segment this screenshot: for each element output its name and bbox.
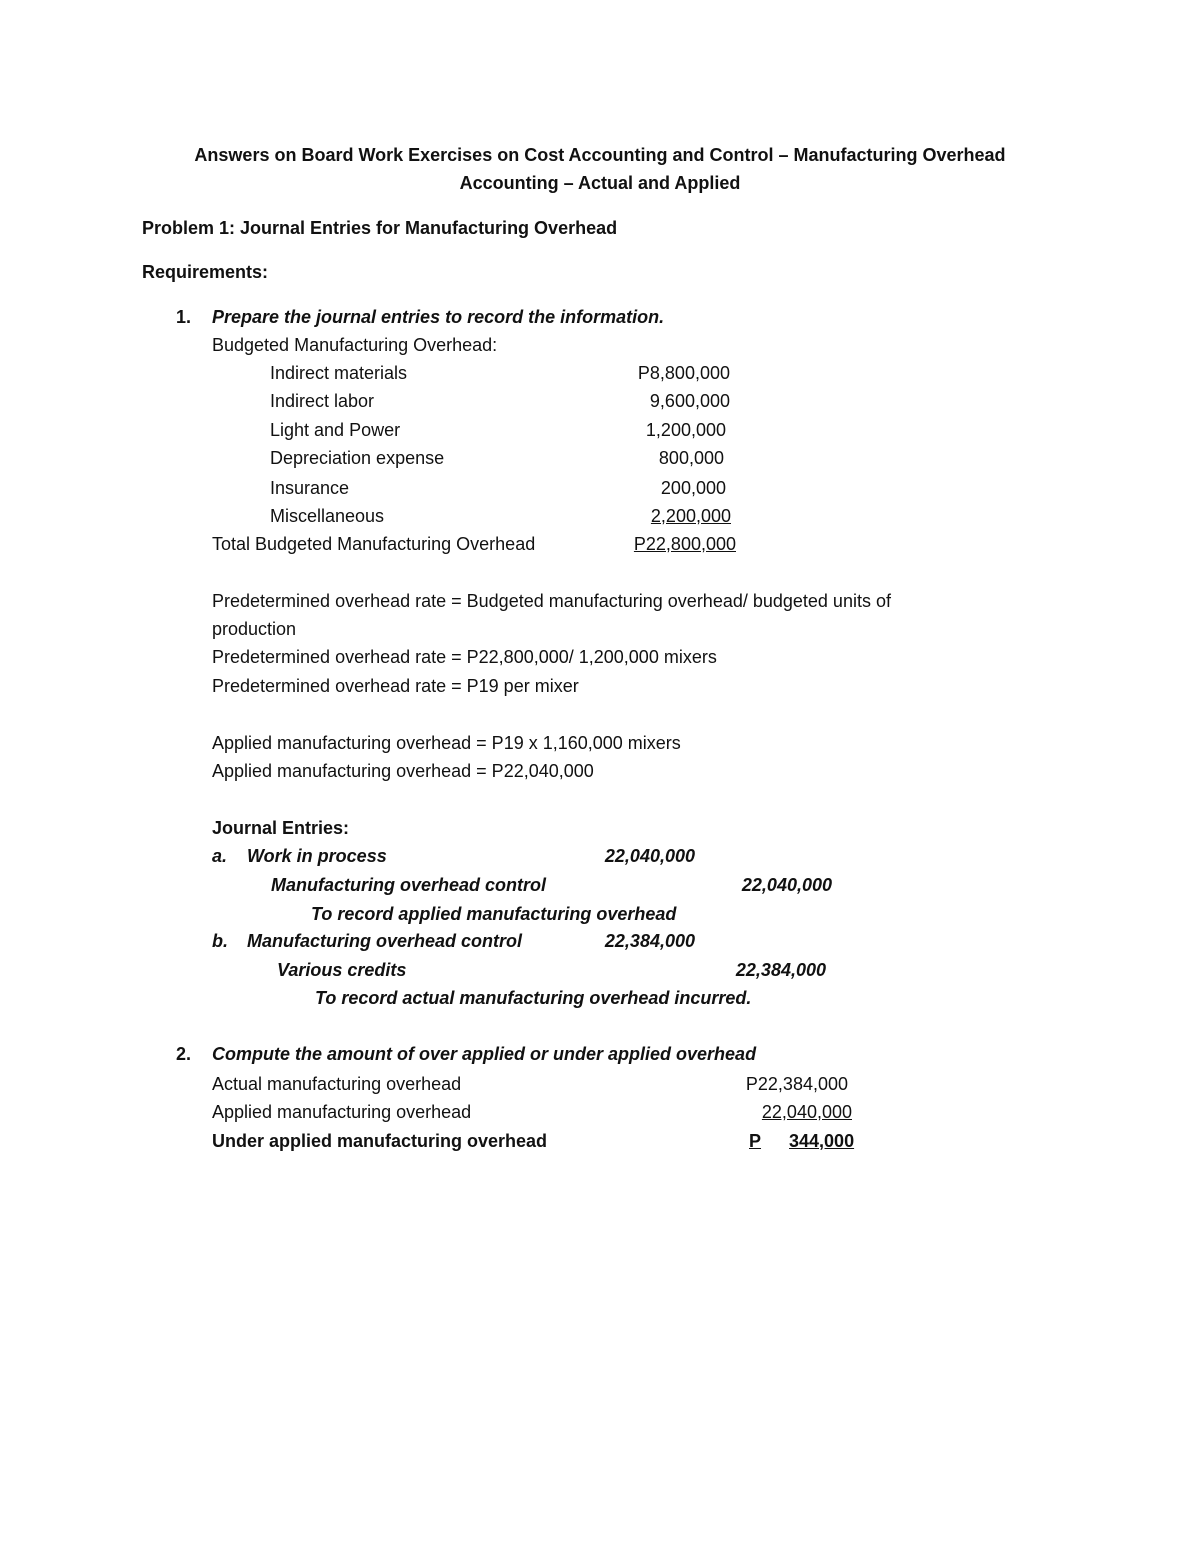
entry-a-credit-amount: 22,040,000 bbox=[741, 875, 832, 895]
applied-label: Applied manufacturing overhead bbox=[212, 1102, 472, 1122]
budget-item-amount: 800,000 bbox=[658, 448, 724, 468]
under-applied-label: Under applied manufacturing overhead bbox=[212, 1131, 548, 1151]
title-line-1: Answers on Board Work Exercises on Cost Accounting and Control – Manufacturing Overhead bbox=[194, 145, 1006, 165]
req1-text: Prepare the journal entries to record the information. bbox=[212, 307, 665, 327]
entry-b-letter: b. bbox=[212, 931, 228, 951]
title-line-2: Accounting – Actual and Applied bbox=[459, 173, 741, 193]
rate-line: production bbox=[212, 619, 297, 639]
rate-line: Predetermined overhead rate = P22,800,000/ 1,200,000 mixers bbox=[212, 647, 717, 667]
budget-item-label: Insurance bbox=[270, 478, 350, 498]
entry-b-memo: To record actual manufacturing overhead incurred. bbox=[315, 988, 752, 1008]
entry-b-credit-account: Various credits bbox=[277, 960, 407, 980]
budget-heading: Budgeted Manufacturing Overhead: bbox=[212, 335, 498, 355]
applied-line: Applied manufacturing overhead = P22,040,000 bbox=[212, 761, 594, 781]
budget-item-label: Miscellaneous bbox=[270, 506, 385, 526]
entry-b-debit-account: Manufacturing overhead control bbox=[247, 931, 523, 951]
entry-a-debit-amount: 22,040,000 bbox=[604, 846, 695, 866]
actual-label: Actual manufacturing overhead bbox=[212, 1074, 462, 1094]
budget-item-label: Light and Power bbox=[270, 420, 401, 440]
actual-amount: P22,384,000 bbox=[745, 1074, 848, 1094]
entry-b-debit-amount: 22,384,000 bbox=[604, 931, 695, 951]
budget-item-amount: 2,200,000 bbox=[650, 506, 731, 526]
req1-number: 1. bbox=[176, 307, 192, 327]
budget-item-label: Indirect labor bbox=[270, 391, 375, 411]
budget-total-amount: P22,800,000 bbox=[633, 534, 736, 554]
problem-heading: Problem 1: Journal Entries for Manufacturing Overhead bbox=[142, 218, 618, 238]
entry-a-memo: To record applied manufacturing overhead bbox=[311, 904, 677, 924]
req2-text: Compute the amount of over applied or under applied overhead bbox=[212, 1044, 757, 1064]
entry-a-letter: a. bbox=[212, 846, 228, 866]
entry-b-credit-amount: 22,384,000 bbox=[735, 960, 826, 980]
budget-item-amount: 9,600,000 bbox=[649, 391, 730, 411]
budget-item-amount: 200,000 bbox=[660, 478, 726, 498]
budget-item-amount: P8,800,000 bbox=[637, 363, 730, 383]
entry-a-debit-account: Work in process bbox=[247, 846, 387, 866]
rate-line: Predetermined overhead rate = Budgeted manufacturing overhead/ budgeted units of bbox=[212, 591, 891, 611]
budget-item-amount: 1,200,000 bbox=[645, 420, 726, 440]
under-applied-amount: 344,000 bbox=[789, 1131, 855, 1151]
applied-amount: 22,040,000 bbox=[761, 1102, 852, 1122]
under-applied-currency: P bbox=[749, 1131, 762, 1151]
budget-item-label: Depreciation expense bbox=[270, 448, 445, 468]
entry-a-credit-account: Manufacturing overhead control bbox=[271, 875, 547, 895]
under-applied-total bbox=[749, 1130, 862, 1152]
journal-heading: Journal Entries: bbox=[212, 818, 350, 838]
req2-number: 2. bbox=[176, 1044, 192, 1064]
applied-line: Applied manufacturing overhead = P19 x 1,160,000 mixers bbox=[212, 733, 681, 753]
requirements-heading: Requirements: bbox=[142, 262, 269, 282]
budget-total-label: Total Budgeted Manufacturing Overhead bbox=[212, 534, 536, 554]
budget-item-label: Indirect materials bbox=[270, 363, 408, 383]
rate-line: Predetermined overhead rate = P19 per mixer bbox=[212, 676, 579, 696]
